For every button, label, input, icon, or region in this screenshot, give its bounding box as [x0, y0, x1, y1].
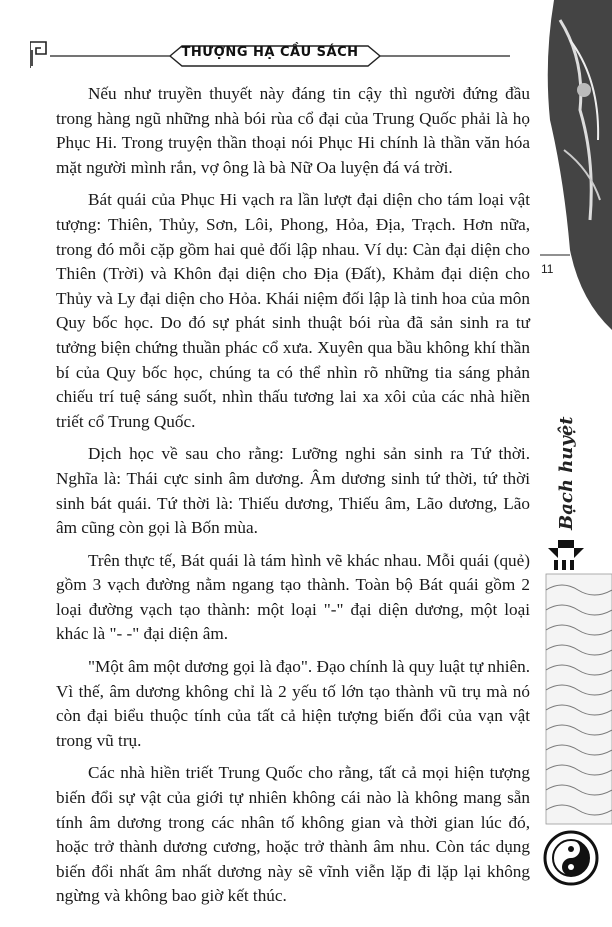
header-title: THƯỢNG HẠ CẦU SÁCH	[181, 45, 359, 60]
body-text	[56, 82, 530, 917]
paragraph: Nếu như truyền thuyết này đáng tin cậy thì người đứng đầu trong hàng ngũ những nhà bói rùa cổ đại của Trung Quốc phải là họ Phục Hi. Trong truyện thần thoại nói Phục Hi chính là thần văn hóa mặt người mình rắn, vợ ông là bà Nữ Oa luyện đá vá trời.	[56, 84, 530, 177]
tab-marker-icon	[548, 540, 584, 558]
page-number: 11	[541, 262, 554, 276]
paragraph: Các nhà hiền triết Trung Quốc cho rằng, tất cả mọi hiện tượng biến đổi sự vật của giới tự nhiên không cái nào là không mang sẵn tính âm dương trong các nhân tố không gian và thời gian lúc đó, hoặc trở thành dương cương, hoặc trở thành âm nhu. Còn tác dụng biến đổi nhất âm nhất dương này sẽ vĩnh viễn lặp đi lặp lại không ngừng và không bao giờ kết thúc.	[56, 763, 530, 906]
paragraph: Bát quái của Phục Hi vạch ra lần lượt đại diện cho tám loại vật tượng: Thiên, Thủy, Sơn, Lôi, Phong, Hỏa, Địa, Trạch. Hơn nữa, trong đó mỗi cặp gồm hai quẻ đối lập nhau. Ví dụ: Càn đại diện cho Thiên (Trời) và Khôn đại diện cho Địa (Đất), Khảm đại diện cho Thủy và Ly đại diện cho Hỏa. Khái niệm đối lập là tinh hoa của môn Quy bốc học. Do đó sự phát sinh thuật bói rùa đã sản sinh ra tư tưởng biện chứng thuần phác cổ xưa. Xuyên qua bầu không khí thần bí của Quy bốc học, chúng ta có thể nhìn rõ những tia sáng phản chiếu trí tuệ sáng suốt, nhìn thấu tương lai xa xôi của các nhà hiền triết cổ Trung Quốc.	[56, 190, 530, 431]
yin-yang-icon	[545, 832, 597, 884]
crane-illustration-icon	[548, 0, 612, 330]
paragraph: Dịch học về sau cho rằng: Lưỡng nghi sản sinh ra Tứ thời. Nghĩa là: Thái cực sinh âm dương. Âm dương sinh tứ thời, tứ thời sinh bát quái. Tứ thời là: Thiếu dương, Thiếu âm, Lão dương, Lão âm cũng còn gọi là Bốn mùa.	[56, 444, 530, 538]
running-header	[30, 40, 510, 70]
wave-pattern-icon	[546, 574, 612, 824]
paragraph: Trên thực tế, Bát quái là tám hình vẽ khác nhau. Mỗi quái (quẻ) gồm 3 vạch đường nằm ngang tạo thành. Toàn bộ Bát quái gồm 2 loại đường vạch tạo thành: một loại "-" đại diện dương, một loại khác là "- -" đại diện âm.	[56, 550, 530, 644]
paragraph: "Một âm một dương gọi là đạo". Đạo chính là quy luật tự nhiên. Vì thế, âm dương không chỉ là 2 yếu tố lớn tạo thành vũ trụ mà nó còn đại biểu thuộc tính của tất cả hiện tượng biến đổi của vạn vật trong vũ trụ.	[56, 657, 530, 750]
signature-mark: Bạch huyệt	[556, 416, 577, 530]
